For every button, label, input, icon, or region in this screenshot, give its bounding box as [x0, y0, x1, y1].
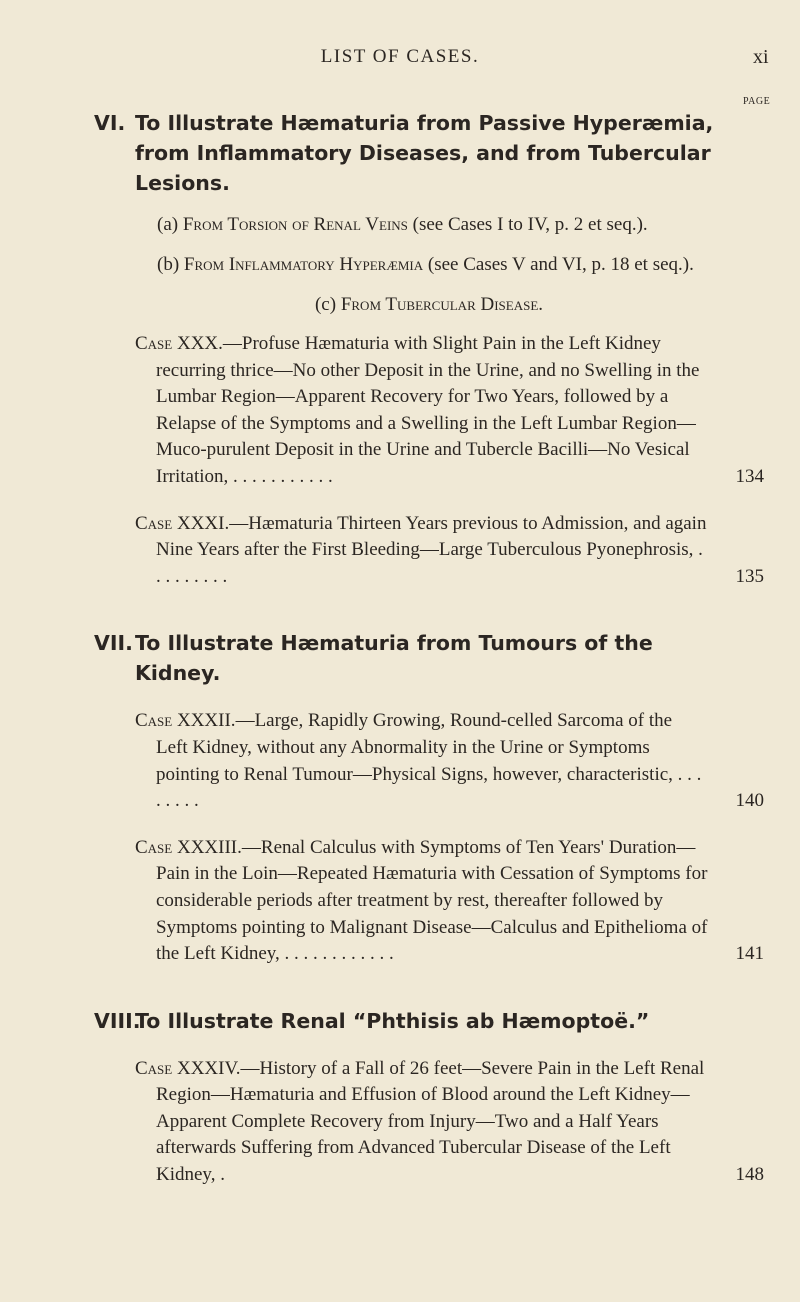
case-page-number: 134 [735, 465, 764, 487]
case-description: —History of a Fall of 26 feet—Severe Pain in the Left Renal Region—Hæmaturia and Effusion of Blood around the Left Kidney—Apparent Complete Recovery from Injury—Two and a Half Years afterwards Suffering from Advanced Tubercular Disease of the Left Kidney, . [156, 1057, 705, 1186]
case-entry-xxx [135, 331, 764, 491]
subsection-a [157, 211, 729, 238]
subsection-label: (b) [157, 254, 180, 275]
subsection-note: (see Cases I to IV, p. 2 et seq.). [412, 214, 648, 235]
case-entry-xxxiii [135, 835, 764, 968]
section-heading-vii [94, 628, 744, 688]
case-entry-xxxiv [135, 1056, 764, 1189]
case-page-number: 135 [735, 565, 764, 587]
page-column-label: PAGE [743, 96, 771, 107]
subsection-label: (a) [157, 214, 179, 235]
case-title: Case XXXII. [135, 710, 236, 732]
case-entry-xxxi [135, 511, 764, 591]
section-heading-vi [94, 108, 744, 198]
case-title: Case XXX. [135, 333, 223, 354]
subsection-c [94, 291, 764, 318]
contents-list [94, 108, 764, 1189]
case-page-number: 148 [735, 1164, 764, 1186]
case-page-number: 141 [735, 943, 764, 965]
case-page-number: 140 [735, 790, 764, 812]
subsection-note: (see Cases V and VI, p. 18 et seq.). [427, 254, 694, 275]
section-title: To Illustrate Hæmaturia from Tumours of the Kidney. [135, 631, 653, 686]
section-number: VI. [94, 111, 126, 135]
section-title: To Illustrate Renal “Phthisis ab Hæmoptoë.” [135, 1008, 650, 1033]
subsection-heading: From Torsion of Renal Veins [182, 214, 408, 235]
case-description: —Large, Rapidly Growing, Round-celled Sarcoma of the Left Kidney, without any Abnormality in the Urine or Symptoms pointing to Renal Tumour—Physical Signs, however, characteristic, . . . . . . . . [156, 710, 702, 812]
case-title: Case XXXI. [135, 512, 230, 534]
case-title: Case XXXIV. [135, 1057, 241, 1079]
case-entry-xxxii [135, 708, 764, 814]
case-title: Case XXXIII. [135, 836, 242, 858]
case-description: —Renal Calculus with Symptoms of Ten Years' Duration—Pain in the Loin—Repeated Hæmaturia with Cessation of Symptoms for considerable periods after treatment by rest, thereafter followed by Symptoms pointing to Malignant Disease—Calculus and Epithelioma of the Left Kidney, . . . . . . . . . . . . [156, 836, 708, 965]
section-number: VIII. [94, 1008, 141, 1033]
page-number: xi [753, 46, 769, 68]
case-description: —Hæmaturia Thirteen Years previous to Admission, and again Nine Years after the First Bleeding—Large Tuberculous Pyonephrosis, . . . . . . . . . [156, 512, 707, 587]
subsection-label: (c) [314, 294, 337, 315]
subsection-b [157, 251, 729, 278]
running-title: LIST OF CASES. [320, 46, 480, 67]
section-heading-viii [94, 1006, 744, 1036]
subsection-heading: From Tubercular Disease. [340, 294, 544, 315]
section-number: VII. [94, 631, 133, 656]
section-title: To Illustrate Hæmaturia from Passive Hyperæmia, from Inflammatory Diseases, and from Tubercular Lesions. [135, 111, 714, 195]
case-description: —Profuse Hæmaturia with Slight Pain in the Left Kidney recurring thrice—No other Deposit in the Urine, and no Swelling in the Lumbar Region—Apparent Recovery for Two Years, followed by a Relapse of the Symptoms and a Swelling in the Left Lumbar Region—Muco-purulent Deposit in the Urine and Tubercle Bacilli—No Vesical Irritation, . . . . . . . . . . . [156, 333, 700, 487]
subsection-heading: From Inflammatory Hyperæmia [183, 254, 424, 275]
